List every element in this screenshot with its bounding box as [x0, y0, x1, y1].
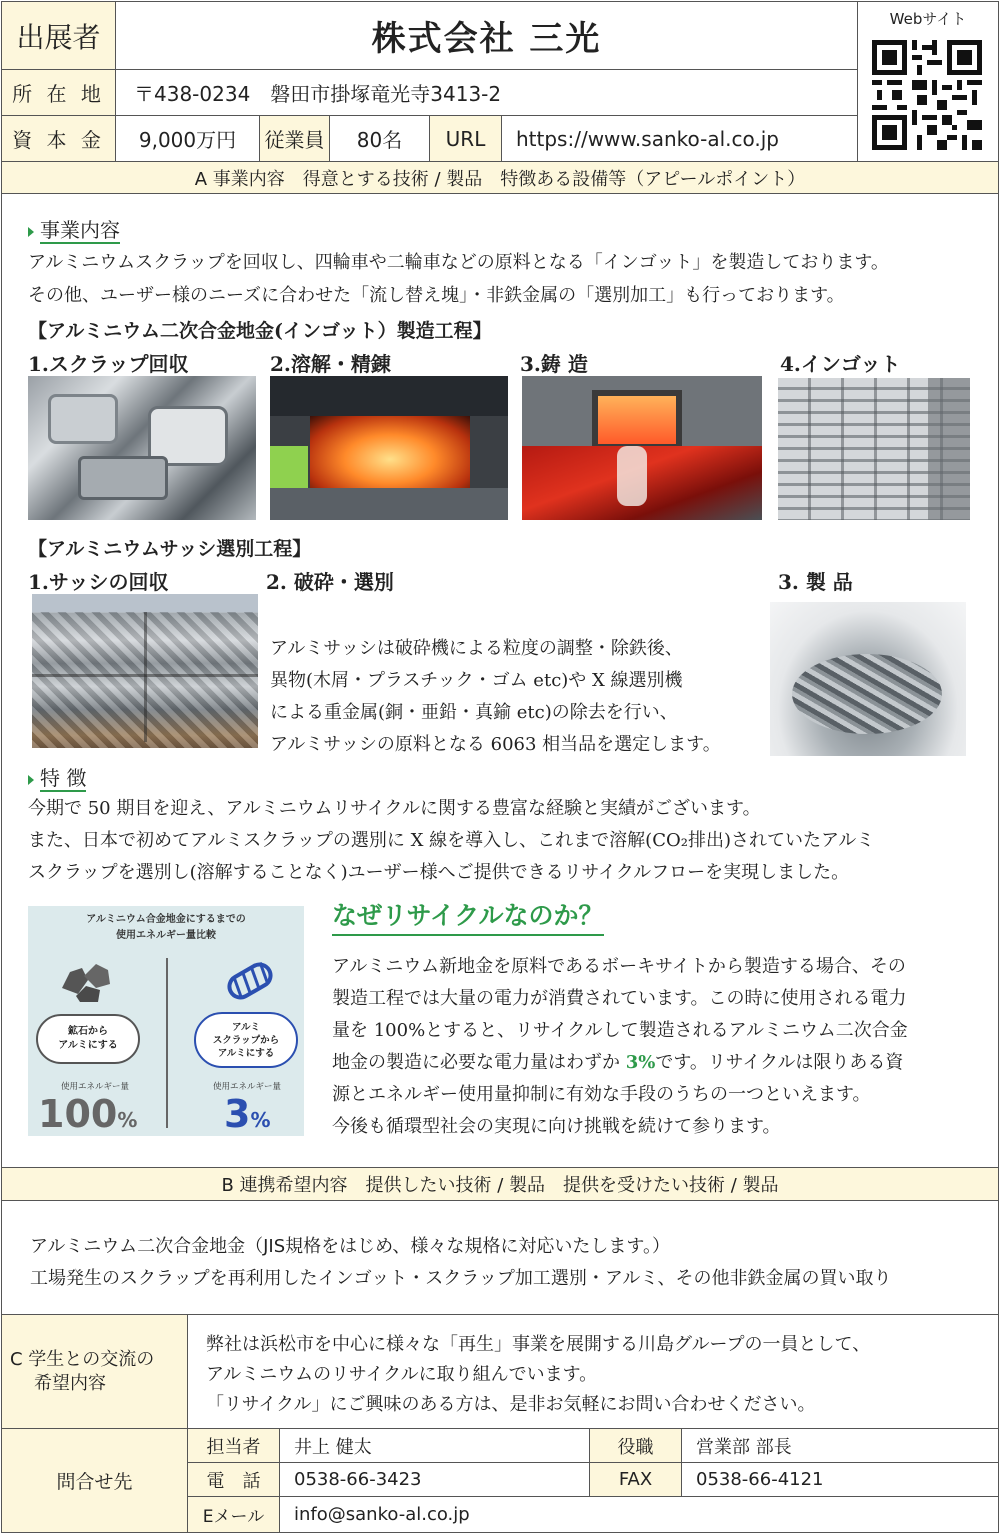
address-label: 所 在 地: [2, 70, 116, 116]
ore-energy-value: [38, 1092, 158, 1136]
feature-heading: [28, 762, 86, 791]
employees-value: 80名: [330, 116, 430, 162]
why-line: 製造工程では大量の電力が消費されています。この時に使用される電力: [332, 988, 907, 1009]
email-label: Eメール: [188, 1497, 280, 1532]
role-label: 役職: [590, 1429, 682, 1463]
pill-text: スクラップから: [212, 1034, 280, 1046]
melting-furnace-photo: [270, 376, 508, 520]
sash-bales-photo: [32, 594, 258, 748]
capital-label: 資 本 金: [2, 116, 116, 162]
sash-description-line: 異物(木屑・プラスチック・ゴム etc)や X 線選別機: [270, 670, 683, 691]
why-line: [332, 1048, 903, 1074]
pill-text: アルミ: [231, 1021, 261, 1033]
company-name: 株式会社 三光: [116, 2, 858, 70]
why-line: 源とエネルギー使用量抑制に有効な手段のうちの一つといえます。: [332, 1084, 871, 1105]
sash-description-line: アルミサッシは破砕機による粒度の調整・除鉄後、: [270, 638, 683, 659]
pill-text: 鉱石から: [68, 1026, 108, 1037]
ingot-process-title: 【アルミニウム二次合金地金(インゴット）製造工程】: [28, 320, 492, 342]
scrap-to-aluminum-pill: [194, 1012, 298, 1068]
energy-label: 使用エネルギー量: [212, 1082, 281, 1092]
aluminum-scrap-icon: [224, 956, 276, 1006]
why-text: です。リサイクルは限りある資: [655, 1052, 904, 1073]
page-frame: [1, 1, 999, 1533]
pill-text: アルミにする: [217, 1047, 275, 1059]
why-text: 地金の製造に必要な電力量はわずか: [332, 1052, 626, 1073]
website-label: Webサイト: [889, 10, 967, 28]
exhibitor-label: 出展者: [2, 2, 116, 70]
business-line: アルミニウムスクラップを回収し、四輪車や二輪車などの原料となる「インゴット」を製造しております。: [28, 252, 889, 273]
section-b-title: B 連携希望内容 提供したい技術 / 製品 提供を受けたい技術 / 製品: [2, 1167, 998, 1201]
address-value: 〒438-0234 磐田市掛塚竜光寺3413-2: [116, 70, 858, 116]
infographic-title: アルミニウム合金地金にするまでの: [86, 914, 246, 925]
section-a-title: A 事業内容 得意とする技術 / 製品 特徴ある設備等（アピールポイント）: [2, 162, 998, 194]
value-number: 3: [224, 1092, 251, 1136]
contact-title: 問合せ先: [2, 1429, 188, 1532]
email-link[interactable]: info@sanko-al.co.jp: [294, 1504, 470, 1525]
why-recycle-heading: なぜリサイクルなのか？: [332, 896, 604, 936]
section-c-line: 弊社は浜松市を中心に様々な「再生」事業を展開する川島グループの一員として、: [206, 1334, 871, 1355]
feature-line: また、日本で初めてアルミスクラップの選別に X 線を導入し、これまで溶解(CO₂排出)されていたアルミ: [28, 830, 875, 851]
ingot-step-label: 2.溶解・精錬: [270, 352, 391, 376]
why-line: 量を 100%とすると、リサイクルして製造されるアルミニウム二次合金: [332, 1020, 908, 1041]
energy-label: 使用エネルギー量: [60, 1082, 129, 1092]
fax-value: 0538-66-4121: [682, 1463, 998, 1497]
value-unit: %: [250, 1108, 271, 1132]
value-unit: %: [117, 1108, 138, 1132]
feature-heading-text: 特 徴: [40, 766, 87, 790]
why-line: アルミニウム新地金を原料であるボーキサイトから製造する場合、その: [332, 956, 906, 977]
casting-photo: [522, 376, 762, 520]
person-value: 井上 健太: [280, 1429, 590, 1463]
business-heading-text: 事業内容: [40, 218, 120, 242]
highlight-3-percent: 3%: [625, 1052, 656, 1073]
sash-description-line: アルミサッシの原料となる 6063 相当品を選定します。: [270, 734, 721, 755]
bullet-marker-icon: [28, 227, 34, 237]
ingot-step-label: 1.スクラップ回収: [28, 352, 189, 376]
feature-line: スクラップを選別し(溶解することなく)ユーザー様へご提供できるリサイクルフローを実現しました。: [28, 862, 850, 883]
sash-step-label: 1.サッシの回収: [28, 570, 169, 594]
ore-to-aluminum-pill: [36, 1014, 140, 1064]
ingot-step-label: 3.鋳 造: [520, 352, 588, 376]
section-c-title-text: 希望内容: [34, 1372, 106, 1394]
ingot-photo: [778, 378, 970, 520]
sash-process-title: 【アルミニウムサッシ選別工程】: [28, 538, 312, 560]
section-c-line: 「リサイクル」にご興味のある方は、是非お気軽にお問い合わせください。: [206, 1394, 816, 1415]
section-c-title: [2, 1315, 188, 1428]
pill-text: アルミにする: [58, 1040, 118, 1051]
sash-step-label: 2. 破砕・選別: [266, 570, 394, 594]
sash-step-label: 3. 製 品: [778, 570, 853, 594]
section-b-line: アルミニウム二次合金地金（JIS規格をはじめ、様々な規格に対応いたします。）: [30, 1236, 670, 1257]
qr-code-icon[interactable]: [872, 40, 982, 150]
infographic-title: 使用エネルギー量比較: [116, 930, 216, 941]
url-label: URL: [430, 116, 502, 162]
phone-value[interactable]: 0538-66-3423: [280, 1463, 590, 1497]
feature-line: 今期で 50 期目を迎え、アルミニウムリサイクルに関する豊富な経験と実績がございます。: [28, 798, 761, 819]
employees-label: 従業員: [260, 116, 330, 162]
business-line: その他、ユーザー様のニーズに合わせた「流し替え塊」・非鉄金属の「選別加工」も行っております。: [28, 285, 845, 306]
business-heading: [28, 214, 120, 243]
capital-value: 9,000万円: [116, 116, 260, 162]
scrap-collection-photo: [28, 376, 256, 520]
bullet-marker-icon: [28, 775, 34, 785]
ingot-step-label: 4.インゴット: [780, 352, 901, 376]
divider: [166, 958, 168, 1128]
ore-icon: [56, 958, 116, 1004]
product-photo: [770, 602, 966, 756]
scrap-energy-value: [224, 1092, 304, 1136]
role-value: 営業部 部長: [682, 1429, 998, 1463]
person-label: 担当者: [188, 1429, 280, 1463]
energy-comparison-infographic: [28, 906, 304, 1136]
section-c-line: アルミニウムのリサイクルに取り組んでいます。: [206, 1364, 598, 1385]
section-b-line: 工場発生のスクラップを再利用したインゴット・スクラップ加工選別・アルミ、その他非鉄金属の買い取り: [30, 1268, 892, 1289]
section-c-title-text: C 学生との交流の: [10, 1348, 155, 1370]
fax-label: FAX: [590, 1463, 682, 1497]
url-link[interactable]: https://www.sanko-al.co.jp: [502, 116, 858, 162]
why-line: 今後も循環型社会の実現に向け挑戦を続けて参ります。: [332, 1116, 781, 1137]
phone-label: 電 話: [188, 1463, 280, 1497]
sash-description-line: による重金属(銅・亜鉛・真鍮 etc)の除去を行い、: [270, 702, 678, 723]
qr-box: [858, 2, 998, 162]
value-number: 100: [38, 1092, 118, 1136]
